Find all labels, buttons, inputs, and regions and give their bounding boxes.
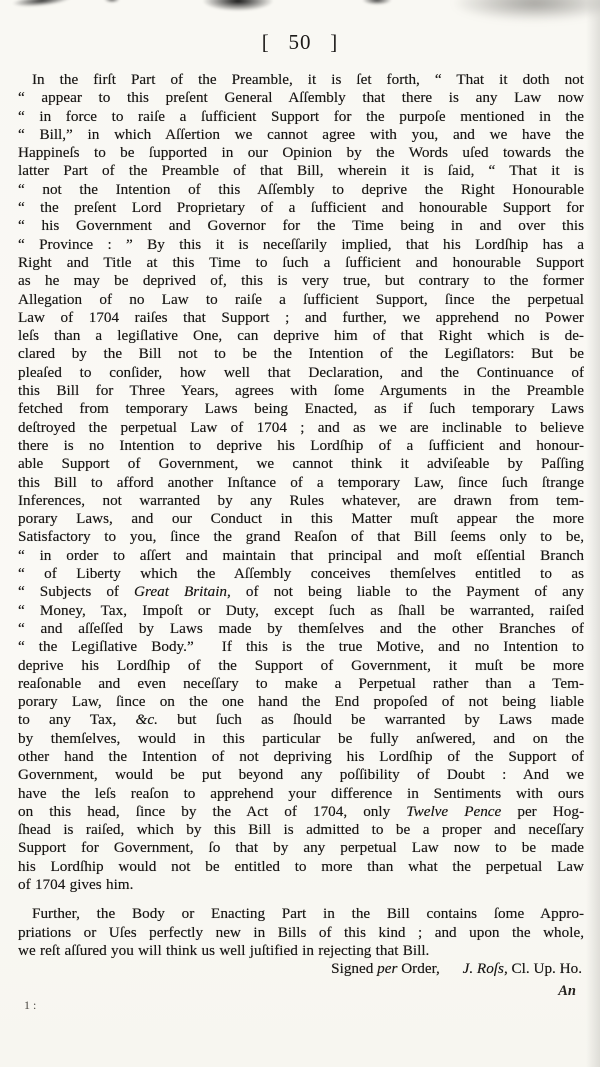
italic-text-segment: J. Roſs [462, 960, 504, 978]
text-segment: to any Tax, [18, 711, 136, 729]
text-line [18, 455, 584, 473]
text-line [18, 766, 584, 784]
text-line [18, 272, 584, 290]
text-segment: “ and aſſeſſed by Laws made by themſelves and the other Branches of [18, 619, 584, 637]
text-segment: “ the Legiſlative Body.” If this is the true Motive, and no Intention to [18, 638, 584, 656]
text-segment: “ not the Intention of this Aſſembly to deprive the Right Honourable [18, 180, 584, 198]
scan-smudge-icon [362, 0, 392, 5]
text-line [18, 474, 584, 492]
text-segment: per Hog- [501, 802, 584, 820]
text-segment: Support for Government, ſo that by any perpetual Law now to be made [18, 839, 584, 857]
text-line [18, 492, 584, 510]
scan-smudge-icon [455, 0, 600, 20]
text-segment: “ appear to this preſent General Aſſembly that there is any Law now [18, 89, 584, 107]
paragraph [18, 905, 584, 960]
text-segment: leſs than a legiſlative One, can deprive him of that Right which is de- [18, 327, 584, 345]
text-line [18, 693, 584, 711]
text-line [18, 144, 584, 162]
scan-smudge-icon [12, 0, 73, 9]
text-line [18, 510, 584, 528]
text-line [18, 162, 584, 180]
text-segment: Right and Title at this Time to ſuch a ſufficient and honourable Support [18, 253, 584, 271]
text-segment: of 1704 gives him. [18, 876, 134, 894]
text-line [18, 89, 584, 107]
text-line [18, 327, 584, 345]
text-line [18, 730, 584, 748]
text-segment: deprive his Lordſhip of the Support of Government, it muſt be more [18, 656, 584, 674]
page-edge-shading [586, 0, 600, 1067]
text-segment: latter Part of the Preamble of that Bill, wherein it is ſaid, “ That it is [18, 162, 584, 180]
text-segment: his Lordſhip would not be entitled to more than what the perpetual Law [18, 857, 584, 875]
text-segment: as he may be deprived of, this is very true, but contrary to the former [18, 272, 584, 290]
text-line [18, 108, 584, 126]
text-line [18, 126, 584, 144]
text-segment: “ Money, Tax, Impoſt or Duty, except ſuch as ſhall be warranted, raiſed [18, 601, 584, 619]
text-segment: Government, would be put beyond any poſſibility of Doubt : And we [18, 766, 584, 784]
text-segment: , Cl. Up. Ho. [503, 960, 582, 978]
scan-smudge-icon [203, 0, 273, 11]
text-line [18, 675, 584, 693]
text-segment: “ Province : ” By this it is neceſſarily implied, that his Lordſhip has a [18, 235, 584, 253]
text-segment: porary Laws, and our Conduct in this Matter muſt appear the more [18, 510, 584, 528]
text-line [18, 71, 584, 89]
text-segment: this Bill for Three Years, agrees with ſome Arguments in the Preamble [18, 382, 584, 400]
text-line [18, 748, 584, 766]
page-number: [ 50 ] [261, 30, 339, 54]
text-line [18, 711, 584, 729]
text-segment: deſtroyed the perpetual Law of 1704 ; and as we are inclinable to believe [18, 418, 584, 436]
text-line [18, 942, 584, 960]
text-line [18, 291, 584, 309]
text-line [18, 638, 584, 656]
text-segment: Inferences, not warranted by any Rules whatever, are drawn from tem- [18, 491, 584, 509]
text-block [18, 71, 584, 979]
text-segment: Law of 1704 raiſes that Support ; and further, we apprehend no Power [18, 308, 584, 326]
text-line [18, 181, 584, 199]
text-line [18, 236, 584, 254]
scan-smudge-icon [104, 0, 120, 3]
text-line [18, 528, 584, 546]
text-segment: Allegation of no Law to raiſe a ſufficient Support, ſince the perpetual [18, 290, 584, 308]
italic-text-segment: &c. [135, 711, 158, 729]
text-segment: Further, the Body or Enacting Part in the Bill contains ſome Appro- [32, 905, 584, 923]
text-segment: there is no Intention to deprive his Lordſhip of a ſufficient and honour- [18, 436, 584, 454]
text-segment: other hand the Intention of not depriving his Lordſhip of the Support of [18, 747, 584, 765]
text-segment: Order, [397, 960, 440, 978]
text-segment: “ Subjects of [18, 583, 135, 601]
text-segment [440, 960, 463, 977]
text-line [18, 565, 584, 583]
text-segment: In the firſt Part of the Preamble, it is ſet forth, “ That it doth not [32, 71, 584, 88]
text-segment: have the leſs reaſon to apprehend your difference in Sentiments with ours [18, 784, 584, 802]
catchword: An [558, 983, 576, 999]
text-line [18, 309, 584, 327]
text-line [18, 419, 584, 437]
text-line [18, 602, 584, 620]
text-segment: pleaſed to conſider, how well that Declaration, and the Continuance of [18, 363, 584, 381]
text-line [18, 657, 584, 675]
text-segment: this Bill to afford another Inſtance of a temporary Law, ſince ſuch ſtrange [18, 473, 584, 491]
text-segment: but ſuch as ſhould be warranted by Laws made [157, 711, 584, 729]
text-segment: , of not being liable to the Payment of any [227, 583, 584, 601]
text-line [18, 924, 584, 942]
text-segment: “ in order to aſſert and maintain that principal and moſt eſſential Branch [18, 546, 584, 564]
text-line [18, 345, 584, 363]
text-segment: reaſonable and even neceſſary to make a Perpetual rather than a Tem- [18, 674, 584, 692]
italic-text-segment: per [377, 960, 398, 978]
text-segment: Signed [331, 960, 378, 978]
text-segment: porary Law, ſince on the one hand the End propoſed of not being liable [18, 693, 584, 711]
text-line [18, 905, 584, 923]
italic-text-segment: Great Britain [134, 583, 228, 601]
paragraphs-container [18, 71, 584, 960]
scan-mark: 1 : [24, 998, 37, 1012]
signature-line [18, 960, 584, 978]
text-line [18, 437, 584, 455]
text-segment: priations or Uſes perfectly new in Bills of this kind ; and upon the whole, [18, 923, 584, 941]
text-segment: by themſelves, would in this particular be fully anſwered, and on the [18, 729, 584, 747]
text-line [18, 785, 584, 803]
text-line [18, 858, 584, 876]
text-line [18, 876, 584, 894]
text-line [18, 199, 584, 217]
text-segment: “ the preſent Lord Proprietary of a ſufficient and honourable Support for [18, 199, 584, 217]
text-line [18, 803, 584, 821]
text-segment: ſhead is raiſed, which by this Bill is admitted to be a proper and neceſſary [18, 821, 584, 839]
text-line [18, 217, 584, 235]
text-segment: clared by the Bill not to be the Intention of the Legiſlators: But be [18, 345, 584, 363]
text-segment: on this head, ſince by the Act of 1704, only [18, 802, 407, 820]
text-segment: “ in force to raiſe a ſufficient Support for the purpoſe mentioned in the [18, 107, 584, 125]
text-line [18, 547, 584, 565]
text-segment: Happineſs to be ſupported in our Opinion by the Words uſed towards the [18, 144, 584, 162]
text-line [18, 400, 584, 418]
text-line [18, 620, 584, 638]
text-line [18, 254, 584, 272]
text-line [18, 364, 584, 382]
italic-text-segment: Twelve Pence [406, 802, 502, 820]
text-segment: we reſt aſſured you will think us well juſtified in rejecting that Bill. [18, 941, 430, 959]
text-segment: fetched from temporary Laws being Enacted, as if ſuch temporary Laws [18, 400, 584, 418]
text-line [18, 382, 584, 400]
text-line [18, 583, 584, 601]
text-segment: “ of Liberty which the Aſſembly conceives themſelves entitled to as [18, 565, 584, 583]
text-segment: “ Bill,” in which Aſſertion we cannot agree with you, and we have the [18, 125, 584, 143]
text-segment: able Support of Government, we cannot think it adviſeable by Paſſing [18, 455, 584, 473]
paragraph [18, 71, 584, 894]
text-segment: Satisfactory to you, ſince the grand Reaſon of that Bill ſeems only to be, [18, 528, 584, 546]
text-segment: “ his Government and Governor for the Time being in and over this [18, 217, 584, 235]
text-line [18, 821, 584, 839]
text-line [18, 839, 584, 857]
